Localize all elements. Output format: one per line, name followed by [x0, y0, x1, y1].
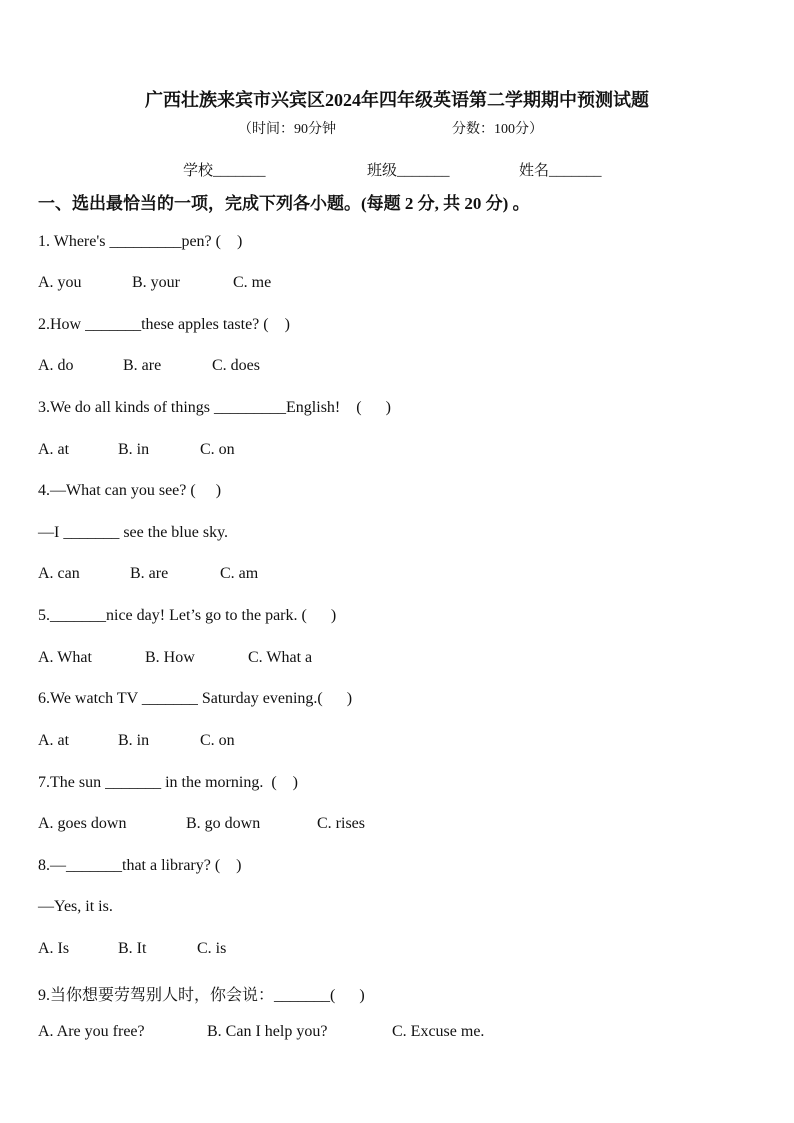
- question-8: 8.—_______that a library? ( ): [38, 857, 242, 874]
- question-1: 1. Where's _________pen? ( ): [38, 233, 243, 250]
- q8-option-c: C. is: [197, 940, 227, 957]
- q5-option-c: C. What a: [248, 649, 313, 666]
- q7-option-a: A. goes down: [38, 815, 127, 832]
- section-heading: 一、选出最恰当的一项，完成下列各小题。(每题 2 分, 共 20 分) 。: [38, 194, 530, 213]
- question-5: 5._______nice day! Let’s go to the park. ( ): [38, 607, 337, 624]
- q2-option-c: C. does: [212, 357, 260, 374]
- q4-option-a: A. can: [38, 565, 80, 582]
- q1-option-c: C. me: [233, 274, 272, 291]
- q9-option-b: B. Can I help you?: [207, 1023, 328, 1040]
- q1-option-a: A. you: [38, 274, 82, 291]
- question-9: 9.当你想要劳驾别人时，你会说：_______( ): [38, 987, 365, 1004]
- q6-option-c: C. on: [200, 732, 235, 749]
- q9-option-a: A. Are you free?: [38, 1023, 145, 1040]
- q6-option-b: B. in: [118, 732, 150, 749]
- q3-option-c: C. on: [200, 441, 235, 458]
- q4-option-b: B. are: [130, 565, 169, 582]
- question-8-reply: —Yes, it is.: [38, 898, 113, 915]
- q8-option-a: A. Is: [38, 940, 70, 957]
- question-6: 6.We watch TV _______ Saturday evening.( ): [38, 690, 353, 707]
- question-7: 7.The sun _______ in the morning. ( ): [38, 774, 298, 791]
- question-2: 2.How _______these apples taste? ( ): [38, 316, 290, 333]
- q7-option-c: C. rises: [317, 815, 365, 832]
- exam-title: 广西壮族来宾市兴宾区2024年四年级英语第二学期期中预测试题: [145, 90, 649, 110]
- question-4: 4.—What can you see? ( ): [38, 482, 222, 499]
- q1-option-b: B. your: [132, 274, 180, 291]
- question-4-reply: —I _______ see the blue sky.: [38, 524, 229, 541]
- q7-option-b: B. go down: [186, 815, 261, 832]
- q8-option-b: B. It: [118, 940, 147, 957]
- exam-score: 分数：100分）: [452, 122, 543, 137]
- q5-option-b: B. How: [145, 649, 195, 666]
- q9-option-c: C. Excuse me.: [392, 1023, 485, 1040]
- q3-option-a: A. at: [38, 441, 70, 458]
- exam-time: （时间：90分钟: [238, 122, 336, 137]
- q6-option-a: A. at: [38, 732, 70, 749]
- school-field: 学校_______: [183, 163, 266, 179]
- class-field: 班级_______: [367, 163, 450, 179]
- q2-option-a: A. do: [38, 357, 74, 374]
- q3-option-b: B. in: [118, 441, 150, 458]
- name-field: 姓名_______: [519, 163, 602, 179]
- q2-option-b: B. are: [123, 357, 162, 374]
- q5-option-a: A. What: [38, 649, 92, 666]
- question-3: 3.We do all kinds of things _________English! ( ): [38, 399, 391, 416]
- q4-option-c: C. am: [220, 565, 259, 582]
